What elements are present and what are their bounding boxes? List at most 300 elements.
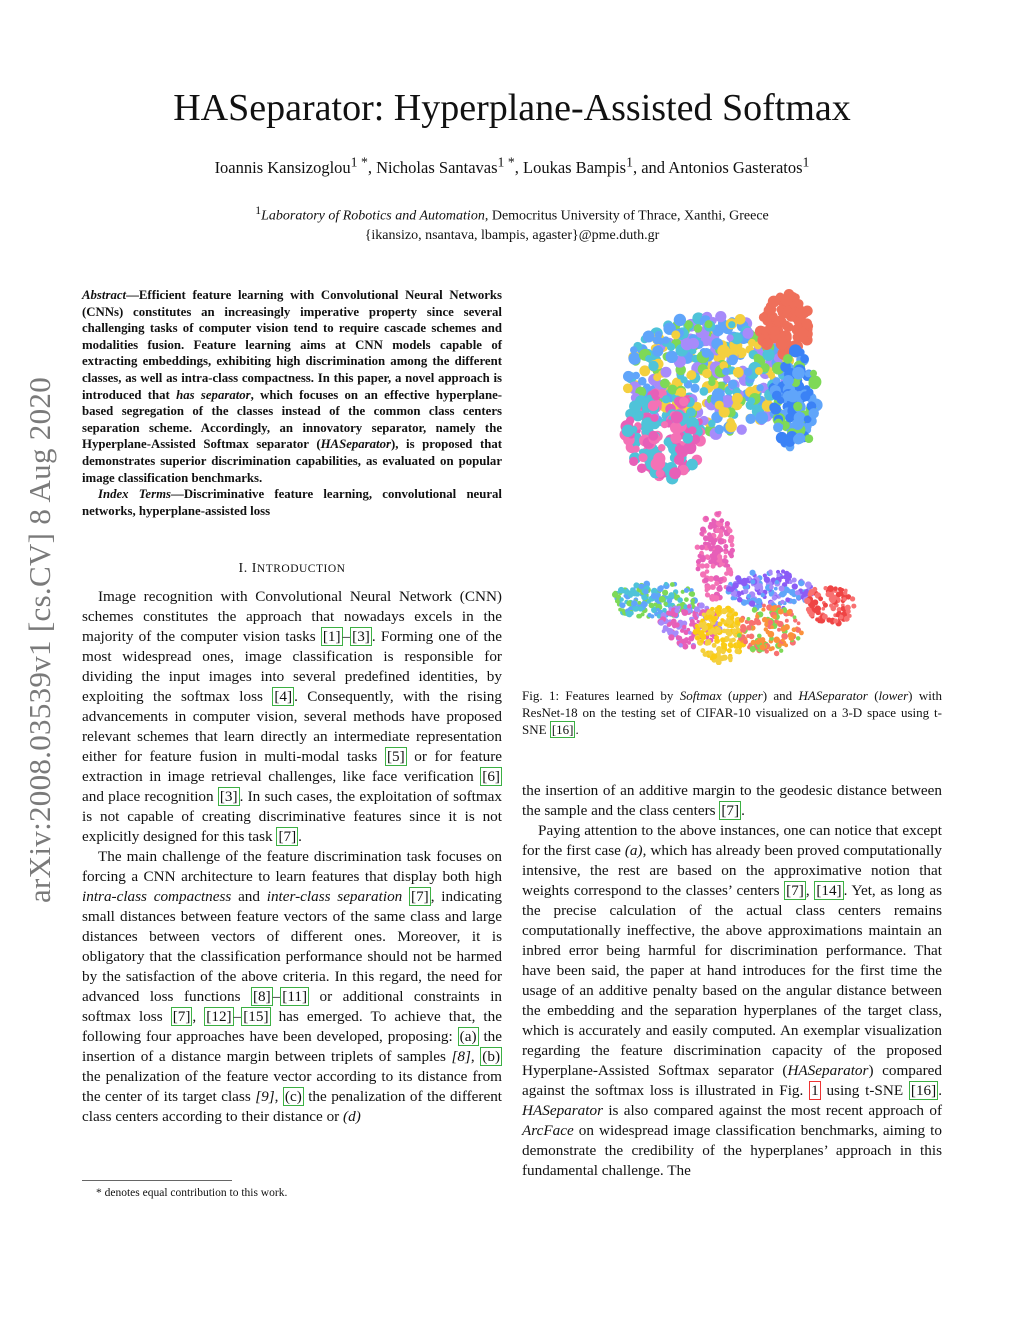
feature-point xyxy=(671,619,677,625)
feature-point xyxy=(793,402,802,411)
feature-point xyxy=(725,421,737,433)
feature-point xyxy=(722,558,727,563)
feature-point xyxy=(823,586,827,590)
feature-point xyxy=(725,521,730,526)
feature-point xyxy=(760,644,766,650)
citation-link[interactable]: [4] xyxy=(274,688,293,705)
feature-point xyxy=(725,628,731,634)
feature-point xyxy=(822,614,828,620)
section-number: I. xyxy=(238,561,252,576)
feature-point xyxy=(785,597,790,602)
feature-point xyxy=(754,619,758,623)
feature-point xyxy=(740,627,746,633)
feature-point xyxy=(631,600,638,607)
feature-point xyxy=(664,582,668,586)
feature-point xyxy=(659,596,666,603)
feature-point xyxy=(676,635,681,640)
feature-point xyxy=(705,584,712,591)
citation-link[interactable]: (b) xyxy=(482,1048,501,1065)
feature-point xyxy=(711,564,715,568)
feature-point xyxy=(703,652,708,657)
feature-point xyxy=(750,570,756,576)
citation-link[interactable]: [15] xyxy=(243,1008,269,1025)
citation-link[interactable]: [16] xyxy=(551,722,574,737)
feature-point xyxy=(729,620,733,624)
feature-point xyxy=(719,518,724,523)
feature-point xyxy=(680,376,687,383)
feature-point xyxy=(718,538,725,545)
feature-point xyxy=(781,626,787,632)
feature-point xyxy=(779,585,785,591)
citation-link[interactable]: [16] xyxy=(910,1082,937,1099)
feature-point xyxy=(662,336,669,343)
feature-point xyxy=(715,627,721,633)
feature-point xyxy=(705,320,713,328)
citation-link[interactable]: [3] xyxy=(352,628,370,645)
feature-point xyxy=(688,338,699,349)
feature-point xyxy=(717,345,730,358)
caption-emphasis: Softmax xyxy=(679,688,722,703)
feature-point xyxy=(704,516,708,520)
feature-point xyxy=(684,588,689,593)
feature-point xyxy=(785,619,789,623)
feature-point xyxy=(808,589,814,595)
feature-point xyxy=(781,569,785,573)
feature-point xyxy=(648,361,658,371)
citation-link[interactable]: (c) xyxy=(284,1088,302,1105)
abstract-text: , which focuses on an effective hyperplane-based segregation of the classes instead of the common class centers separation scheme. Accordingly, an innovatory separator, namely the Hyperplane-Assisted Softmax separator ( xyxy=(82,387,503,452)
feature-point xyxy=(656,608,660,612)
feature-point xyxy=(687,641,691,645)
text: . Forming one of the most widespread ones, image classification is responsible for dividing the input images into several predefined identities, by exploiting the softmax loss xyxy=(82,628,502,705)
text: , xyxy=(805,882,815,899)
feature-point xyxy=(836,591,842,597)
feature-point xyxy=(727,569,733,575)
citation-link[interactable]: [14] xyxy=(816,882,842,899)
section-initial: I xyxy=(251,561,257,576)
text: Paying attention to the above instances, one can notice that except for the first case xyxy=(522,822,942,859)
feature-point xyxy=(690,591,696,597)
feature-point xyxy=(800,391,810,401)
feature-point xyxy=(662,590,668,596)
affiliation-marker: 1 xyxy=(255,204,262,217)
caption-emphasis: HASeparator xyxy=(798,688,868,703)
feature-point xyxy=(786,588,791,593)
feature-point xyxy=(688,426,696,434)
feature-point xyxy=(667,628,674,635)
text: the penalization of the feature vector according to its distance from the center of its target class xyxy=(82,1068,502,1105)
feature-point xyxy=(691,644,696,649)
feature-point xyxy=(655,331,663,339)
feature-point xyxy=(770,326,779,335)
feature-point xyxy=(700,563,705,568)
feature-point xyxy=(652,346,663,357)
feature-point xyxy=(679,397,688,406)
feature-point xyxy=(732,582,739,589)
feature-point xyxy=(795,306,807,318)
feature-point xyxy=(833,586,838,591)
feature-point xyxy=(794,299,803,308)
text: . Yet, as long as the precise calculation of the actual class centers remains computationally ineffective, the above approximations maintain an inbred error being harmful for discrimination performance. That have been said, the paper at hand introduces for the first time the usage of an additive penalty based on the angular distance between the embedding and the separation hyperplanes of the target class, which is accurately and easily computed. An exemplar visualization regarding the feature discrimination capacity of the proposed Hyperplane-Assisted Softmax separator ( xyxy=(522,882,942,1079)
feature-point xyxy=(702,612,706,616)
feature-point xyxy=(728,655,733,660)
feature-point xyxy=(774,651,779,656)
feature-point xyxy=(797,621,801,625)
feature-point xyxy=(643,589,649,595)
feature-point xyxy=(629,606,633,610)
feature-point xyxy=(637,614,642,619)
feature-point xyxy=(772,391,782,401)
feature-point xyxy=(830,606,836,612)
feature-point xyxy=(674,608,679,613)
citation-link[interactable]: [5] xyxy=(386,748,405,765)
citation-link[interactable]: [11] xyxy=(282,988,308,1005)
feature-point xyxy=(829,596,836,603)
feature-point xyxy=(669,467,681,479)
caption-text: . xyxy=(575,722,579,737)
feature-point xyxy=(622,425,634,437)
caption-text: ( xyxy=(867,688,879,703)
feature-point xyxy=(850,596,855,601)
citation-link[interactable]: [7] xyxy=(721,802,740,819)
feature-point xyxy=(662,395,670,403)
feature-point xyxy=(775,580,779,584)
index-terms: —Discriminative feature learning, convolutional neural networks, hyperplane-assisted loss xyxy=(82,487,502,518)
feature-point xyxy=(684,604,688,608)
feature-point xyxy=(637,464,647,474)
citation-link[interactable]: [6] xyxy=(482,768,500,785)
feature-point xyxy=(702,369,711,378)
feature-point xyxy=(718,529,723,534)
feature-point xyxy=(699,387,708,396)
feature-point xyxy=(682,433,693,444)
feature-point xyxy=(728,321,735,328)
feature-point xyxy=(619,597,624,602)
feature-point xyxy=(783,321,790,328)
feature-point xyxy=(761,608,765,612)
caption-text: Features learned by xyxy=(559,688,680,703)
feature-point xyxy=(668,634,674,640)
feature-point xyxy=(708,420,716,428)
feature-point xyxy=(833,618,838,623)
feature-point xyxy=(751,640,756,645)
feature-point xyxy=(787,390,800,403)
feature-point xyxy=(773,605,778,610)
feature-point xyxy=(783,375,794,386)
feature-point xyxy=(708,614,713,619)
feature-point xyxy=(796,636,800,640)
feature-point xyxy=(750,646,756,652)
footnote-rule xyxy=(82,1180,232,1181)
text: the penalization of the different class centers according to their distance or xyxy=(82,1088,503,1125)
feature-point xyxy=(718,622,723,627)
feature-point xyxy=(699,545,705,551)
feature-point xyxy=(634,591,639,596)
feature-point xyxy=(743,639,748,644)
feature-point xyxy=(650,389,659,398)
text: is also compared against the most recent approach of xyxy=(603,1102,942,1119)
text: , indicating small distances between feature vectors of the same class and large distances between vectors of different ones. Moreover, it is obligatory that the classification performance should not be harmed by the satisfaction of the above criteria. In this regard, the need for advanced loss functions xyxy=(82,888,503,1005)
caption-label: Fig. 1: xyxy=(522,688,560,703)
feature-point xyxy=(663,602,667,606)
feature-point xyxy=(744,368,753,377)
feature-point xyxy=(845,605,851,611)
caption-text: ) with ResNet-18 on the testing set of CIFAR-10 visualized on a 3-D space using t-SNE xyxy=(522,688,942,737)
feature-point xyxy=(690,619,695,624)
feature-point xyxy=(633,446,640,453)
feature-point xyxy=(619,602,624,607)
caption-emphasis: lower xyxy=(878,688,909,703)
text: and place recognition xyxy=(82,788,218,805)
emphasis: HASeparator xyxy=(522,1102,603,1119)
text: – xyxy=(233,1008,242,1025)
feature-point xyxy=(714,581,719,586)
text: . xyxy=(298,828,302,845)
feature-point xyxy=(735,575,741,581)
citation-link[interactable]: [3] xyxy=(219,788,238,805)
haseparator-feature-cloud xyxy=(612,511,856,665)
feature-point xyxy=(645,355,652,362)
feature-point xyxy=(805,581,812,588)
feature-point xyxy=(748,397,755,404)
feature-point xyxy=(844,616,850,622)
feature-point xyxy=(679,643,683,647)
feature-point xyxy=(840,588,844,592)
feature-point xyxy=(743,589,748,594)
affiliation xyxy=(0,201,1024,245)
feature-point xyxy=(727,648,732,653)
text: – xyxy=(272,988,281,1005)
caption-text: ( xyxy=(721,688,733,703)
feature-point xyxy=(690,384,699,393)
feature-point xyxy=(731,596,735,600)
feature-point xyxy=(638,377,647,386)
text: the insertion of a distance margin between triplets of samples xyxy=(82,1028,502,1065)
citation-link[interactable]: [1] xyxy=(322,628,341,645)
feature-point xyxy=(638,584,644,590)
feature-point xyxy=(760,637,765,642)
feature-point xyxy=(762,349,774,361)
feature-point xyxy=(730,548,735,553)
feature-point xyxy=(657,586,663,592)
text: ) compared against the softmax loss is illustrated in Fig. xyxy=(522,1062,942,1099)
feature-point xyxy=(792,583,798,589)
feature-point xyxy=(779,593,783,597)
feature-point xyxy=(791,599,797,605)
feature-point xyxy=(705,642,709,646)
feature-point xyxy=(759,585,764,590)
section-title: NTRODUCTION xyxy=(256,563,346,575)
feature-point xyxy=(757,634,762,639)
feature-point xyxy=(818,596,823,601)
abstract-text: —Efficient feature learning with Convolutional Neural Networks (CNNs) constitutes an increasingly imperative property since several challenging tasks of computer vision tend to require cascade schemes and modalities fusion. Feature learning aims at CNN models capable of extracting embeddings, exhibiting high discrimination among the different classes, as well as intra-class compactness. In this paper, a novel approach is introduced that xyxy=(82,288,502,402)
softmax-feature-cloud xyxy=(620,289,823,484)
citation-link[interactable]: [7] xyxy=(278,828,297,845)
feature-point xyxy=(715,608,722,615)
feature-point xyxy=(761,338,773,350)
feature-point xyxy=(812,599,818,605)
feature-point xyxy=(721,649,726,654)
feature-point xyxy=(708,524,714,530)
feature-point xyxy=(673,429,680,436)
feature-point xyxy=(737,424,747,434)
feature-point xyxy=(684,597,689,602)
citation-link[interactable]: [7] xyxy=(786,882,804,899)
feature-point xyxy=(726,586,732,592)
feature-point xyxy=(643,331,655,343)
feature-point xyxy=(677,317,684,324)
feature-point xyxy=(802,318,812,328)
feature-point xyxy=(630,346,637,353)
feature-point xyxy=(780,600,784,604)
feature-point xyxy=(723,555,727,559)
text: has emerged. To achieve that, the following four approaches have been developed, proposing: xyxy=(82,1008,502,1045)
feature-point xyxy=(629,457,638,466)
section-heading xyxy=(82,561,502,577)
feature-point xyxy=(781,575,785,579)
feature-point xyxy=(668,592,674,598)
feature-point xyxy=(651,593,658,600)
feature-point xyxy=(710,657,714,661)
feature-point xyxy=(661,421,668,428)
feature-point xyxy=(732,393,743,404)
feature-point xyxy=(713,575,719,581)
feature-point xyxy=(722,368,730,376)
feature-point xyxy=(623,383,633,393)
feature-point xyxy=(734,648,740,654)
feature-point xyxy=(778,609,784,615)
feature-point xyxy=(686,372,693,379)
feature-point xyxy=(729,638,734,643)
feature-point xyxy=(639,453,648,462)
feature-point xyxy=(722,655,728,661)
feature-point xyxy=(787,609,792,614)
feature-point xyxy=(671,330,680,339)
feature-point xyxy=(739,617,745,623)
feature-point xyxy=(763,573,767,577)
feature-point xyxy=(699,633,705,639)
feature-point xyxy=(626,416,634,424)
text: , which has already been proved computationally intensive, the rest are based on the approximative notion that weights correspond to the classes’ centers xyxy=(522,842,942,899)
emphasis: [9] xyxy=(255,1088,275,1105)
feature-point xyxy=(716,512,720,516)
feature-point xyxy=(769,585,774,590)
text: or additional constraints in softmax loss xyxy=(82,988,503,1025)
text: using t-SNE xyxy=(820,1082,909,1099)
text: . xyxy=(741,802,745,819)
feature-point xyxy=(700,572,704,576)
feature-point xyxy=(749,600,755,606)
feature-point xyxy=(613,591,618,596)
index-terms-label: Index Terms xyxy=(98,487,172,502)
text: Image recognition with Convolutional Neural Network (CNN) schemes constitutes the approach that nowadays excels in the majority of the computer vision tasks xyxy=(82,588,502,645)
feature-point xyxy=(777,621,783,627)
feature-point xyxy=(789,344,802,357)
feature-point xyxy=(651,414,659,422)
citation-link[interactable]: [8] xyxy=(252,988,271,1005)
feature-point xyxy=(746,414,756,424)
feature-point xyxy=(666,351,678,363)
feature-point xyxy=(789,580,793,584)
citation-link[interactable]: [7] xyxy=(411,888,429,905)
abstract xyxy=(82,287,502,519)
feature-point xyxy=(777,643,782,648)
feature-point xyxy=(707,544,712,549)
feature-point xyxy=(755,614,759,618)
figure-link[interactable]: 1 xyxy=(811,1082,819,1099)
text: or for feature extraction in image retrieval challenges, like face verification xyxy=(82,748,502,785)
feature-point xyxy=(814,605,821,612)
citation-link[interactable]: [7] xyxy=(172,1008,191,1025)
feature-point xyxy=(795,590,800,595)
feature-point xyxy=(708,379,715,386)
left-column xyxy=(82,587,502,1127)
text: the insertion of an additive margin to the geodesic distance between the sample and the class centers xyxy=(522,782,942,819)
feature-point xyxy=(755,639,760,644)
feature-point xyxy=(687,605,691,609)
feature-point xyxy=(675,445,684,454)
feature-point xyxy=(784,643,788,647)
feature-point xyxy=(708,629,714,635)
feature-point xyxy=(727,528,732,533)
feature-point xyxy=(835,613,839,617)
feature-point xyxy=(804,434,813,443)
feature-point xyxy=(755,411,768,424)
feature-point xyxy=(715,425,724,434)
arxiv-sidebar xyxy=(12,350,68,930)
feature-point xyxy=(764,627,768,631)
feature-point xyxy=(699,531,704,536)
feature-point xyxy=(777,628,781,632)
feature-point xyxy=(677,597,683,603)
abstract-emphasis: HASeparator xyxy=(320,437,391,452)
citation-link[interactable]: (a) xyxy=(459,1028,477,1045)
text: . In such cases, the exploitation of softmax is not capable of creating discriminative features since it is not explicitly designed for this task xyxy=(82,788,503,845)
feature-point xyxy=(748,339,756,347)
text: – xyxy=(342,628,351,645)
feature-point xyxy=(682,609,689,616)
feature-point xyxy=(723,544,728,549)
feature-point xyxy=(720,577,724,581)
feature-point xyxy=(781,294,793,306)
feature-point xyxy=(667,598,672,603)
footnote: * denotes equal contribution to this work. xyxy=(96,1187,288,1199)
feature-point xyxy=(793,615,797,619)
feature-point xyxy=(774,587,778,591)
feature-point xyxy=(798,580,804,586)
tsne-figure xyxy=(560,285,900,665)
feature-point xyxy=(804,598,810,604)
feature-point xyxy=(728,380,738,390)
feature-point xyxy=(710,607,714,611)
feature-point xyxy=(698,622,704,628)
feature-point xyxy=(662,608,667,613)
feature-point xyxy=(682,625,686,629)
paper-title: HASeparator: Hyperplane-Assisted Softmax xyxy=(173,87,851,129)
paragraph xyxy=(82,587,502,847)
citation-link[interactable]: [12] xyxy=(206,1008,232,1025)
feature-point xyxy=(700,555,706,561)
feature-point xyxy=(851,604,856,609)
feature-point xyxy=(743,328,754,339)
feature-point xyxy=(746,617,750,621)
university: , Democritus University of Thrace, Xanthi, Greece xyxy=(484,208,769,224)
feature-point xyxy=(714,635,719,640)
author-1: Ioannis Kansizoglou$^{1 *}$, xyxy=(214,154,377,177)
feature-point xyxy=(724,551,728,555)
feature-point xyxy=(703,578,709,584)
feature-point xyxy=(808,610,812,614)
